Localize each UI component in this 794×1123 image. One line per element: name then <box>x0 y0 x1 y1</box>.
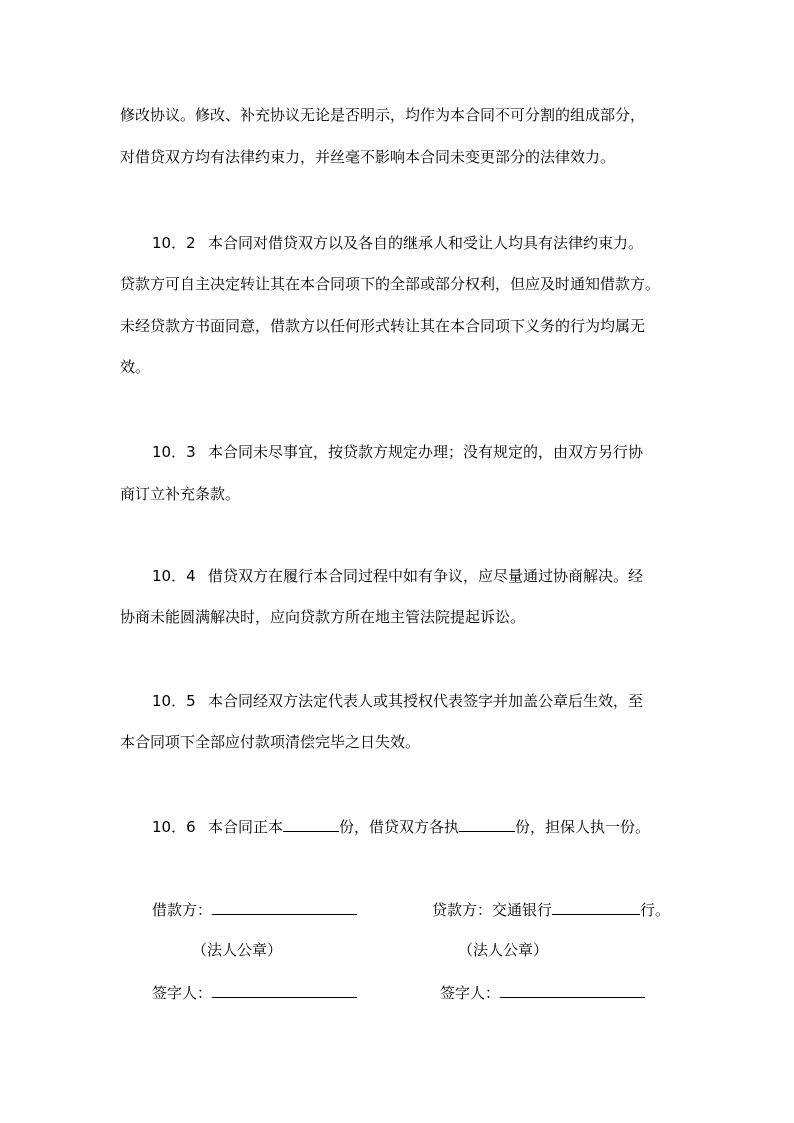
lender-line <box>432 899 670 920</box>
borrower-label: 借款方： <box>152 901 213 919</box>
copies-each-blank[interactable] <box>459 816 515 832</box>
clause-10-5 <box>152 691 643 711</box>
borrower-line <box>152 899 357 920</box>
paragraph-line: 对借贷双方均有法律约束力，并丝毫不影响本合同未变更部分的法律效力。 <box>120 148 616 166</box>
clause-text: 份，借贷双方各执 <box>339 818 460 836</box>
clause-number: 10．3 <box>152 443 196 461</box>
paragraph-line: 修改协议。修改、补充协议无论是否明示，均作为本合同不可分割的组成部分， <box>120 106 646 124</box>
clause-number: 10．4 <box>152 567 196 585</box>
clause-text: 本合同对借贷双方以及各自的继承人和受让人均具有法律约束力。 <box>208 234 644 252</box>
clause-number: 10．2 <box>152 234 196 252</box>
clause-10-3 <box>152 442 643 462</box>
lender-branch-blank[interactable] <box>552 899 640 915</box>
clause-10-6 <box>152 816 650 837</box>
signer-left-label: 签字人： <box>152 984 213 1002</box>
paragraph-line: 商订立补充条款。 <box>120 485 241 503</box>
paragraph-line: 协商未能圆满解决时，应向贷款方所在地主管法院提起诉讼。 <box>120 608 526 626</box>
paragraph-line: 本合同项下全部应付款项清偿完毕之日失效。 <box>120 733 421 751</box>
borrower-blank[interactable] <box>212 899 357 915</box>
clause-number: 10．5 <box>152 692 196 710</box>
seal-left: （法人公章） <box>192 941 283 959</box>
clause-text: 份，担保人执一份。 <box>515 818 651 836</box>
clause-text: 借贷双方在履行本合同过程中如有争议，应尽量通过协商解决。经 <box>208 567 644 585</box>
lender-suffix: 行。 <box>640 901 671 919</box>
clause-text: 本合同经双方法定代表人或其授权代表签字并加盖公章后生效，至 <box>208 692 644 710</box>
seal-right: （法人公章） <box>458 941 549 959</box>
lender-label: 贷款方：交通银行 <box>432 901 553 919</box>
copies-blank[interactable] <box>283 816 339 832</box>
clause-number: 10．6 <box>152 818 196 836</box>
clause-10-2 <box>152 233 643 253</box>
clause-text: 本合同未尽事宜，按贷款方规定办理；没有规定的，由双方另行协 <box>208 443 644 461</box>
paragraph-line: 未经贷款方书面同意，借款方以任何形式转让其在本合同项下义务的行为均属无 <box>120 317 646 335</box>
paragraph-line: 效。 <box>120 358 151 376</box>
paragraph-line: 贷款方可自主决定转让其在本合同项下的全部或部分权利，但应及时通知借款方。 <box>120 275 661 293</box>
signer-right-line <box>440 982 645 1003</box>
signer-right-label: 签字人： <box>440 984 501 1002</box>
signer-right-blank[interactable] <box>500 982 645 998</box>
signer-left-line <box>152 982 357 1003</box>
signer-left-blank[interactable] <box>212 982 357 998</box>
clause-text: 本合同正本 <box>208 818 284 836</box>
clause-10-4 <box>152 566 643 586</box>
